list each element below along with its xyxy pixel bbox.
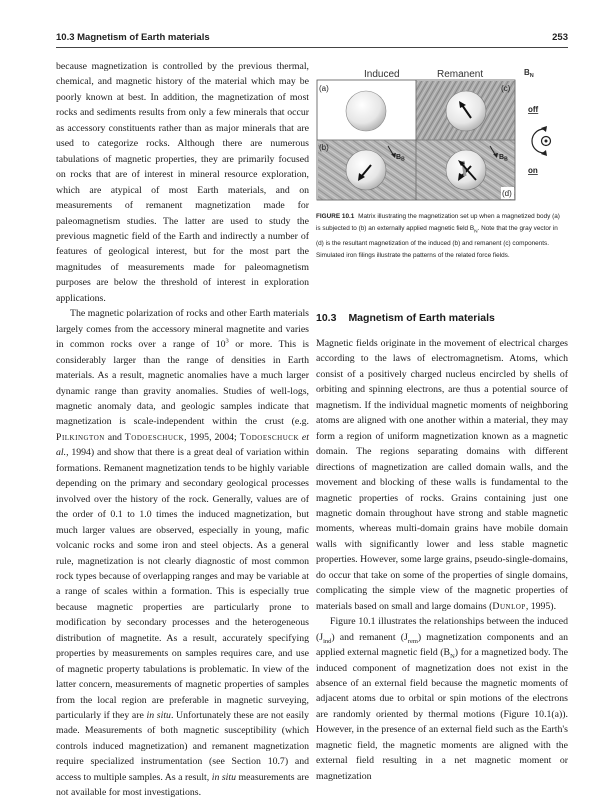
label-d: (d): [502, 189, 512, 198]
header-section-title: 10.3 Magnetism of Earth materials: [56, 32, 210, 43]
paragraph: because magnetization is controlled by the previous thermal, chemical, and magnetic history of the material which may be poorly known at best. In addition, the magnetization of most rocks and sediments results from only a few minerals that occur as accessory constituents rather than as major minerals that are used to categorize rocks. Although there are numerous tabulations of magnetic properties, they are primarily focused on rocks that are of interest in mineral resource exploration, which are atypical of most Earth materials, and on measurements of remanent magnetization made for paleomagnetism studies. The latter are used to study the previous magnetic field of the Earth and indirectly a number of features of geological interest, but for the most part the magnitudes of measurements made for paleomagnetism purposes are below the threshold of interest in exploration applications.: [56, 61, 309, 304]
section-number: 10.3: [316, 312, 337, 324]
figure-10-1: [316, 62, 566, 202]
left-column: [56, 59, 309, 801]
citation: Todoeschuck: [239, 431, 300, 443]
bn-label-top: $B_N$: [524, 68, 534, 79]
label-c: (c): [501, 84, 511, 93]
bn-label-d: $B_B$: [499, 154, 508, 163]
section-heading: [316, 312, 568, 324]
cell-a-induced-off: [318, 81, 416, 140]
paragraph: Figure 10.1 illustrates the relationships between the induced $(J_{ind})$ and remanent $(J_{rem})$ magnetization components and an applied external magnetic field $(B_N)$ for a magnetized body. The induced component of magnetization does not exist in the absence of an external field because the magnetic moments of adjacent atoms due to orbital or spin motions of the electrons are randomly oriented by thermal motions (Figure 10.1(a)). However, in the presence of an external field such as the Earth's magnetic field, the magnetic moments are aligned with the external field resulting in a net magnetic moment or magnetization: [316, 616, 568, 782]
header-rule: [56, 47, 568, 48]
citation: Dunlop: [492, 600, 526, 612]
right-column: [316, 336, 568, 784]
section-title: Magnetism of Earth materials: [348, 312, 495, 324]
label-a: (a): [319, 84, 329, 93]
figure-caption: FIGURE 10.1 Matrix illustrating the magnetization set up when a magnetized body (a) is subjected to (b) an externally applied magnetic field $B_N$. Note that the gray vector in (d) is the resultant magnetization of the induced (b) and remanent (c) components. Simulated iron filings illustrate the patterns of the related force fields.: [316, 213, 560, 259]
cell-d-remanent-on: [417, 141, 515, 200]
paragraph: Magnetic fields originate in the movement of electrical charges according to the laws of electromagnetism. Atoms, which consist of a positively charged nucleus encircled by shells of orbiting and spinning electrons, are thus a potential source of magnetism. If the individual magnetic moments of neighboring atoms are aligned with one another within a material, they may form a region of uniform magnetization known as a magnetic domain. The regions separating domains with different directions of magnetization are called domain walls, and the movement and blocking of these walls is fundamental to the magnetic properties of rocks. Grains containing just one magnetic domain throughout have strong and stable magnetic moments, whereas multi-domain grains have mobile domain walls with significantly lower and less stable magnetic properties. However, some large grains, pseudo-single-domains, do occur that take on some of the properties of single domains, complicating the simple view of the magnetic properties of materials based on small and large domains (Dunlop, 1995).: [316, 338, 568, 612]
column-label-remanent: Remanent: [437, 69, 484, 80]
cell-c-remanent-off: [417, 81, 515, 140]
caption-label: FIGURE 10.1: [316, 213, 355, 220]
citation: Todoeschuck: [124, 431, 185, 443]
running-header: [56, 32, 568, 46]
label-b: (b): [319, 143, 329, 152]
off-label: off: [528, 105, 539, 114]
paragraph: The magnetic polarization of rocks and other Earth materials largely comes from the accessory mineral magnetite and varies in common rocks over a range of $10^3$ or more. This is considerably larger than the range of densities in Earth materials. As a result, magnetic anomalies have a much larger dynamic range than gravity anomalies. Studies of well-logs, magnetic anomaly data, and geologic samples indicate that magnetization is scale-independent within the crust (e.g. Pilkington and Todoeschuck, 1995, 2004; Todoeschuck et al., 1994) and show that there is a great deal of variation within formations. Remanent magnetization tends to be highly variable depending on the primary and secondary geological processes involved over the history of the rock. Generally, values are of the order of 0.1 to 1.0 times the induced magnetization, but much larger values are observed, especially in young, mafic volcanic rocks and some iron and steel objects. As a general rule, magnetization is not clearly diagnostic of most common rock types because of overlapping ranges and may be variable at a range of scales within a formation. This is especially true because magnetic properties are particularly prone to modification by secondary processes and the heterogeneous distribution of magnetite. As a result, accurately specifying properties by measurements on samples requires care, and use of magnetic property tabulations is problematic. In view of the latter concern, measurements of magnetic properties of samples from the local region are preferable in magnetic surveying, particularly if they are in situ. Unfortunately these are not easily made. Measurements of both magnetic susceptibility (which controls induced magnetization) and remanent magnetization require specialized instrumentation (see Section 10.7) and access to multiple samples. As a result, in situ measurements are not available for most investigations.: [56, 308, 310, 799]
bn-label-b: $B_B$: [396, 154, 405, 163]
column-label-induced: Induced: [364, 69, 400, 80]
on-label: on: [528, 166, 538, 175]
page-number: 253: [552, 32, 568, 43]
citation: Pilkington: [56, 431, 105, 443]
cell-b-induced-on: [318, 141, 416, 200]
